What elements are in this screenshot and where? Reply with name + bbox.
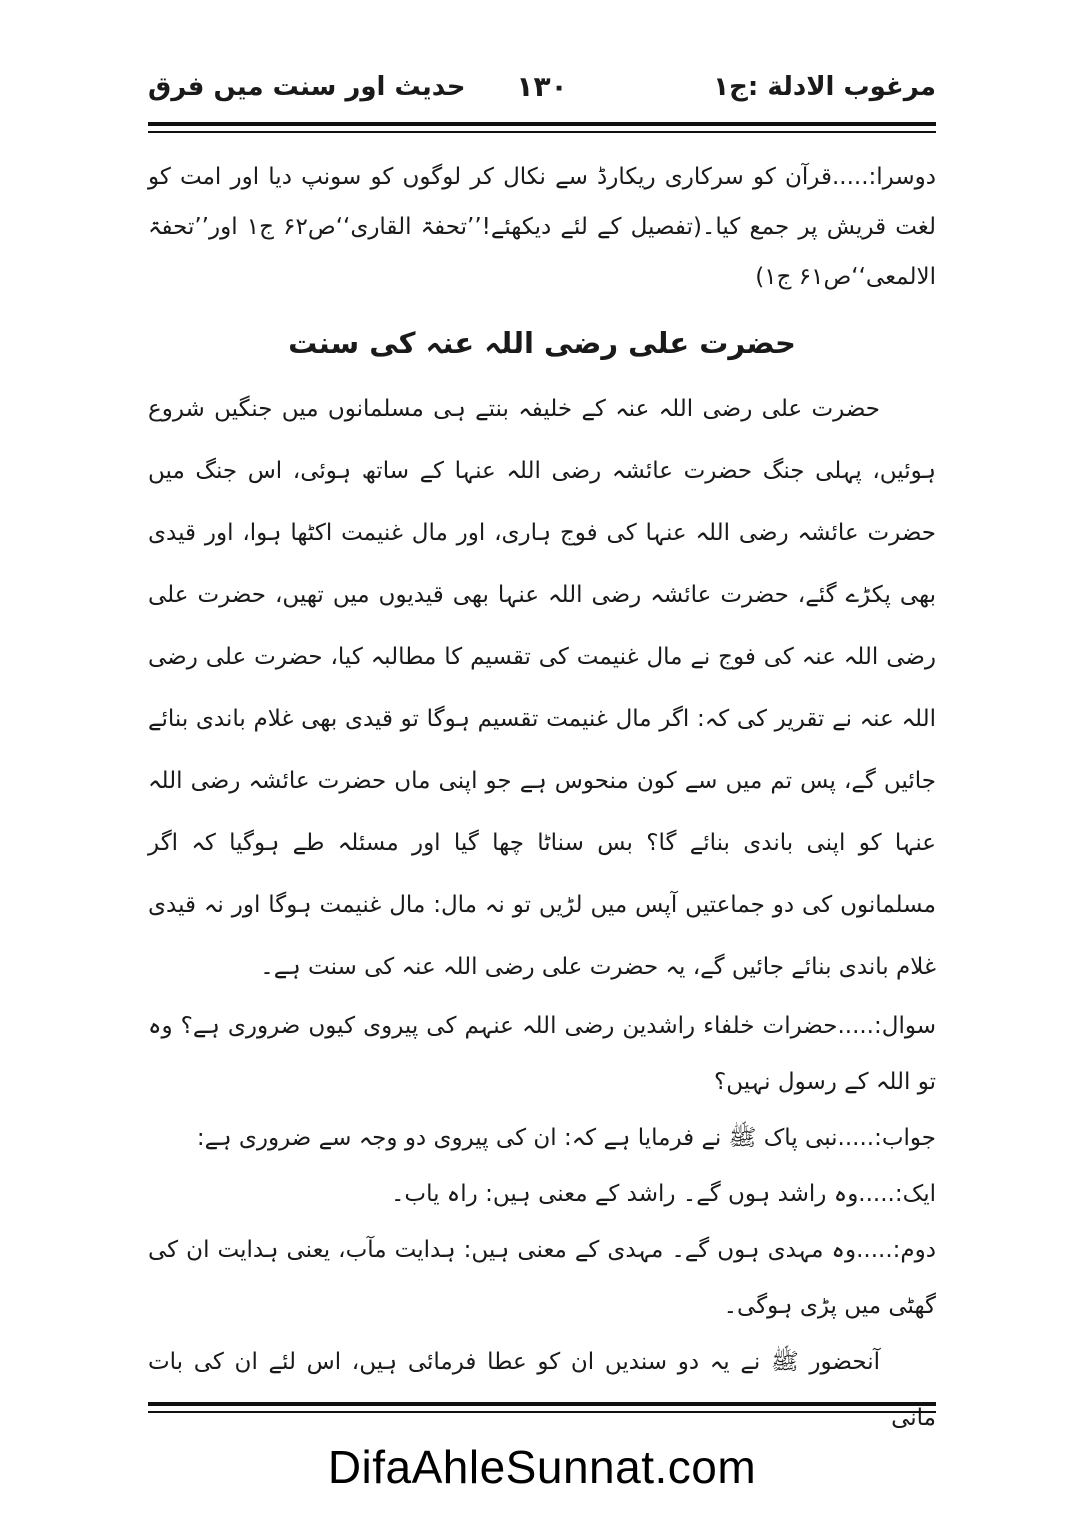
page-header [148,66,936,112]
section-heading: حضرت علی رضی اللہ عنہ کی سنت [288,326,796,360]
answer-point-one: ایک:.....وہ راشد ہوں گے۔ راشد کے معنی ہیں: راہ یاب۔ [390,1181,936,1208]
section-paragraph: حضرت علی رضی اللہ عنہ کے خلیفہ بنتے ہی مسلمانوں میں جنگیں شروع ہوئیں، پہلی جنگ حضرت عائشہ رضی اللہ عنہا کے ساتھ ہوئی، اس جنگ میں حضرت عائشہ رضی اللہ عنہا کی فوج ہاری، اور مال غنیمت اکٹھا ہوا، اور قیدی بھی پکڑے گئے، حضرت عائشہ رضی اللہ عنہا بھی قیدیوں میں تھیں، حضرت علی رضی اللہ عنہ کی فوج نے مال غنیمت کی تقسیم کا مطالبہ کیا، حضرت علی رضی اللہ عنہ نے تقریر کی کہ: اگر مال غنیمت تقسیم ہوگا تو قیدی بھی غلام باندی بنائے جائیں گے، پس تم میں سے کون منحوس ہے جو اپنی ماں حضرت عائشہ رضی اللہ عنہا کو اپنی باندی بنائے گا؟ بس سناٹا چھا گیا اور مسئلہ طے ہوگیا کہ اگر مسلمانوں کی دو جماعتیں آپس میں لڑیں تو نہ مال: مال غنیمت ہوگا اور نہ قیدی غلام باندی بنائے جائیں گے، یہ حضرت علی رضی اللہ عنہ کی سنت ہے۔ [148,396,936,981]
header-divider [148,122,936,126]
footer-divider [148,1402,936,1406]
intro-paragraph: دوسرا:.....قرآن کو سرکاری ریکارڈ سے نکال کر لوگوں کو سونپ دیا اور امت کو لغت قریش پر جمع کیا۔(تفصیل کے لئے دیکھئے!’’تحفۃ القاری‘‘ص۶۲ ج۱ اور’’تحفۃ الالمعی‘‘ص۶۱ ج۱) [148,164,936,290]
site-watermark: DifaAhleSunnat.com [327,1441,757,1493]
page-number: ۱۳۰ [516,70,568,103]
answer-point-two: دوم:.....وہ مہدی ہوں گے۔ مہدی کے معنی ہیں: ہدایت مآب، یعنی ہدایت ان کی گھٹی میں پڑی ہوگی۔ [148,1237,936,1320]
closing-paragraph: آنحضور ﷺ نے یہ دو سندیں ان کو عطا فرمائی ہیں، اس لئے ان کی بات مانی [148,1349,936,1432]
answer-intro: جواب:.....نبی پاک ﷺ نے فرمایا ہے کہ: ان کی پیروی دو وجہ سے ضروری ہے: [196,1125,936,1152]
question-paragraph: سوال:.....حضرات خلفاء راشدین رضی اللہ عنہم کی پیروی کیوں ضروری ہے؟ وہ تو اللہ کے رسول نہیں؟ [148,1013,936,1096]
book-title: مرغوب الادلة :ج۱ [713,72,936,102]
question-answer-block [148,998,936,1446]
page-body [148,152,936,1446]
chapter-title: حدیث اور سنت میں فرق [148,72,466,102]
section-body [148,378,936,998]
